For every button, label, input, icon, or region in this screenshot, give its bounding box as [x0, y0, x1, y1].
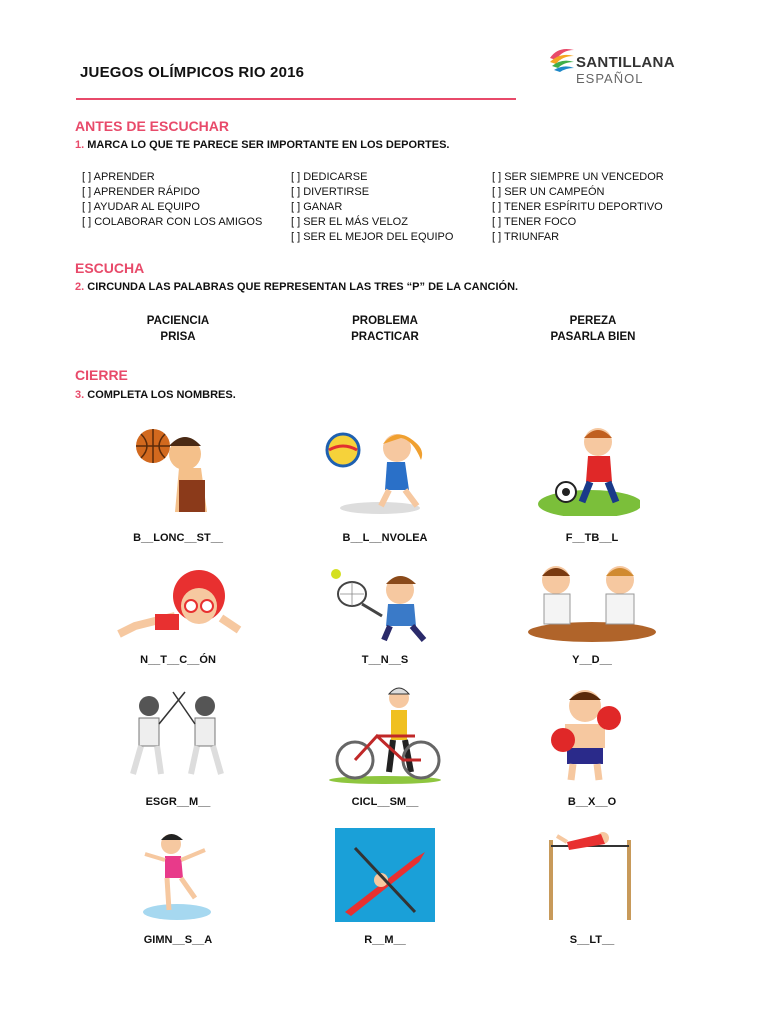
checklist-item[interactable]: [ ] SER EL MEJOR DEL EQUIPO — [291, 231, 454, 243]
word-option[interactable]: PROBLEMA — [352, 315, 418, 327]
instruction-text: COMPLETA LOS NOMBRES. — [87, 389, 236, 401]
sport-name-blank[interactable]: N__T__C__ÓN — [140, 654, 216, 666]
section-heading-listen: ESCUCHA — [75, 260, 145, 276]
santillana-logo — [548, 42, 688, 92]
sport-name-blank[interactable]: R__M__ — [364, 934, 406, 946]
checklist-item[interactable]: [ ] DIVERTIRSE — [291, 186, 370, 198]
sport-name-blank[interactable]: S__LT__ — [569, 934, 615, 946]
word-option[interactable]: PRACTICAR — [351, 331, 419, 343]
instruction-number: 2. — [75, 281, 85, 293]
instruction-text: CIRCUNDA LAS PALABRAS QUE REPRESENTAN LAS TRES “P” DE LA CANCIÓN. — [87, 281, 519, 293]
sport-name-blank[interactable]: B__L__NVOLEA — [342, 532, 428, 544]
instruction-2 — [75, 281, 518, 293]
checklist-item[interactable]: [ ] APRENDER RÁPIDO — [82, 186, 200, 198]
logo-brand: SANTILLANA — [576, 54, 675, 71]
sport-name-blank[interactable]: F__TB__L — [565, 532, 619, 544]
volleyball-icon — [325, 420, 435, 516]
checklist-item[interactable]: [ ] TENER ESPÍRITU DEPORTIVO — [492, 201, 663, 213]
title-divider — [76, 98, 516, 100]
cycling-icon — [327, 684, 437, 780]
high-jump-icon — [545, 828, 655, 924]
word-option[interactable]: PASARLA BIEN — [550, 331, 636, 343]
section-heading-before: ANTES DE ESCUCHAR — [75, 118, 230, 134]
sport-name-blank[interactable]: T__N__S — [361, 654, 409, 666]
rowing-icon — [335, 828, 445, 924]
instruction-number: 3. — [75, 389, 85, 401]
fencing-icon — [125, 684, 235, 780]
word-option[interactable]: PEREZA — [569, 315, 617, 327]
gymnastics-icon — [125, 828, 235, 924]
swimming-icon — [115, 556, 225, 652]
instruction-text: MARCA LO QUE TE PARECE SER IMPORTANTE EN LOS DEPORTES. — [87, 139, 450, 151]
checklist-column-1 — [82, 170, 262, 230]
sport-name-blank[interactable]: B__LONC__ST__ — [133, 532, 223, 544]
checklist-item[interactable]: [ ] DEDICARSE — [291, 171, 368, 183]
sport-name-blank[interactable]: B__X__O — [567, 796, 617, 808]
checklist-item[interactable]: [ ] TENER FOCO — [492, 216, 577, 228]
checklist-item[interactable]: [ ] SER UN CAMPEÓN — [492, 186, 605, 198]
instruction-number: 1. — [75, 139, 85, 151]
section-heading-closing: CIERRE — [75, 367, 128, 383]
boxing-icon — [535, 684, 645, 780]
word-option[interactable]: PACIENCIA — [146, 315, 210, 327]
checklist-column-3 — [492, 170, 664, 245]
checklist-item[interactable]: [ ] COLABORAR CON LOS AMIGOS — [82, 216, 263, 228]
sport-name-blank[interactable]: GIMN__S__A — [143, 934, 213, 946]
checklist-item[interactable]: [ ] SER SIEMPRE UN VENCEDOR — [492, 171, 664, 183]
instruction-3 — [75, 389, 236, 401]
judo-icon — [528, 560, 638, 656]
sport-name-blank[interactable]: ESGR__M__ — [145, 796, 211, 808]
tennis-icon — [330, 564, 440, 660]
checklist-item[interactable]: [ ] AYUDAR AL EQUIPO — [82, 201, 200, 213]
word-option[interactable]: PRISA — [160, 331, 196, 343]
basketball-icon — [125, 420, 235, 516]
checklist-item[interactable]: [ ] SER EL MÁS VELOZ — [291, 216, 408, 228]
instruction-1 — [75, 139, 449, 151]
checklist-column-2 — [291, 170, 453, 245]
logo-swoosh-icon — [548, 44, 576, 84]
checklist-item[interactable]: [ ] TRIUNFAR — [492, 231, 560, 243]
checklist-item[interactable]: [ ] APRENDER — [82, 171, 155, 183]
checklist-item[interactable]: [ ] GANAR — [291, 201, 343, 213]
page-title: JUEGOS OLÍMPICOS RIO 2016 — [80, 64, 305, 81]
soccer-icon — [530, 420, 640, 516]
sport-name-blank[interactable]: CICL__SM__ — [351, 796, 419, 808]
logo-subtitle: ESPAÑOL — [576, 71, 644, 86]
sport-name-blank[interactable]: Y__D__ — [572, 654, 612, 666]
